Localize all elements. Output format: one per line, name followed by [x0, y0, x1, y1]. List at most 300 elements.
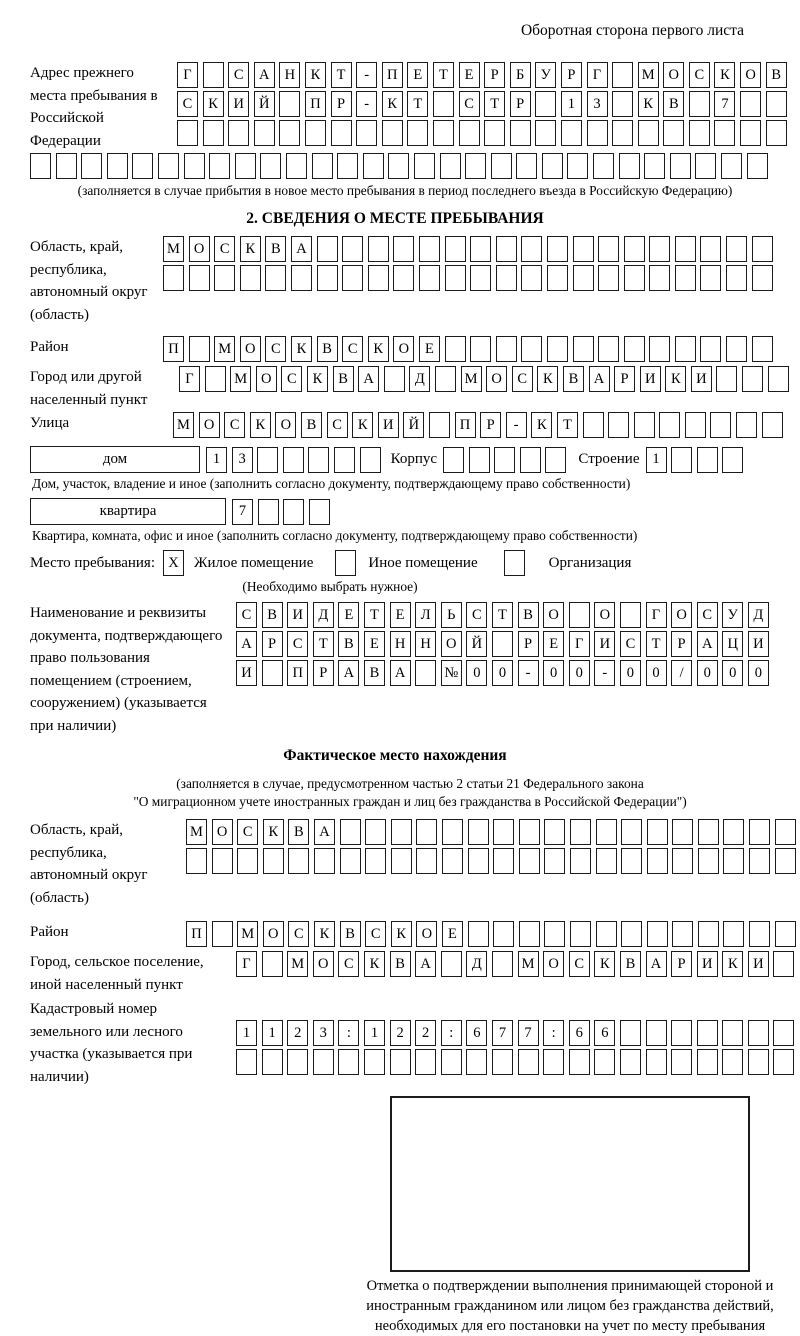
- char-box[interactable]: [624, 336, 645, 362]
- char-box[interactable]: А: [415, 951, 436, 977]
- char-box[interactable]: [573, 336, 594, 362]
- char-box[interactable]: Р: [671, 951, 692, 977]
- char-box[interactable]: [492, 951, 513, 977]
- char-box[interactable]: :: [441, 1020, 462, 1046]
- house-type-box[interactable]: [30, 446, 200, 473]
- char-box[interactable]: Г: [587, 62, 608, 88]
- char-box[interactable]: [257, 447, 278, 473]
- char-box[interactable]: И: [697, 951, 718, 977]
- char-box[interactable]: [407, 120, 428, 146]
- char-box[interactable]: [189, 265, 210, 291]
- char-box[interactable]: М: [173, 412, 194, 438]
- char-box[interactable]: [228, 120, 249, 146]
- char-box[interactable]: [81, 153, 102, 179]
- char-box[interactable]: С: [620, 631, 641, 657]
- char-box[interactable]: [742, 366, 763, 392]
- char-box[interactable]: [435, 366, 456, 392]
- char-box[interactable]: П: [455, 412, 476, 438]
- char-box[interactable]: [258, 499, 279, 525]
- char-box[interactable]: К: [665, 366, 686, 392]
- char-box[interactable]: [254, 120, 275, 146]
- char-box[interactable]: [593, 153, 614, 179]
- char-box[interactable]: [775, 921, 796, 947]
- char-box[interactable]: Г: [179, 366, 200, 392]
- char-box[interactable]: П: [186, 921, 207, 947]
- char-box[interactable]: [649, 265, 670, 291]
- char-box[interactable]: А: [646, 951, 667, 977]
- char-box[interactable]: Н: [415, 631, 436, 657]
- char-box[interactable]: [766, 120, 787, 146]
- char-box[interactable]: [470, 336, 491, 362]
- char-box[interactable]: С: [342, 336, 363, 362]
- char-box[interactable]: [723, 819, 744, 845]
- char-box[interactable]: [697, 447, 718, 473]
- char-box[interactable]: С: [689, 62, 710, 88]
- char-box[interactable]: Б: [510, 62, 531, 88]
- char-box[interactable]: У: [722, 602, 743, 628]
- char-box[interactable]: Г: [177, 62, 198, 88]
- char-box[interactable]: И: [228, 91, 249, 117]
- char-box[interactable]: М: [214, 336, 235, 362]
- char-box[interactable]: -: [356, 91, 377, 117]
- char-box[interactable]: В: [340, 921, 361, 947]
- char-box[interactable]: [468, 819, 489, 845]
- char-box[interactable]: 1: [262, 1020, 283, 1046]
- char-box[interactable]: 0: [646, 660, 667, 686]
- char-box[interactable]: Е: [442, 921, 463, 947]
- char-box[interactable]: [445, 265, 466, 291]
- char-box[interactable]: [459, 120, 480, 146]
- char-box[interactable]: В: [620, 951, 641, 977]
- char-box[interactable]: О: [416, 921, 437, 947]
- char-box[interactable]: [388, 153, 409, 179]
- char-box[interactable]: В: [288, 819, 309, 845]
- char-box[interactable]: [726, 236, 747, 262]
- char-box[interactable]: [598, 236, 619, 262]
- char-box[interactable]: -: [506, 412, 527, 438]
- char-box[interactable]: Н: [390, 631, 411, 657]
- char-box[interactable]: В: [390, 951, 411, 977]
- char-box[interactable]: С: [466, 602, 487, 628]
- char-box[interactable]: [716, 366, 737, 392]
- char-box[interactable]: [583, 412, 604, 438]
- char-box[interactable]: [545, 447, 566, 473]
- char-box[interactable]: [714, 120, 735, 146]
- char-box[interactable]: П: [287, 660, 308, 686]
- char-box[interactable]: 3: [313, 1020, 334, 1046]
- char-box[interactable]: [308, 447, 329, 473]
- char-box[interactable]: 0: [697, 660, 718, 686]
- char-box[interactable]: [429, 412, 450, 438]
- char-box[interactable]: [519, 819, 540, 845]
- char-box[interactable]: [493, 819, 514, 845]
- char-box[interactable]: 0: [620, 660, 641, 686]
- char-box[interactable]: С: [338, 951, 359, 977]
- char-box[interactable]: [697, 1049, 718, 1075]
- char-box[interactable]: [620, 1020, 641, 1046]
- char-box[interactable]: С: [569, 951, 590, 977]
- char-box[interactable]: 2: [390, 1020, 411, 1046]
- char-box[interactable]: [672, 848, 693, 874]
- char-box[interactable]: Е: [364, 631, 385, 657]
- char-box[interactable]: [775, 848, 796, 874]
- char-box[interactable]: [496, 236, 517, 262]
- char-box[interactable]: [748, 1020, 769, 1046]
- char-box[interactable]: С: [365, 921, 386, 947]
- char-box[interactable]: [736, 412, 757, 438]
- char-box[interactable]: [542, 153, 563, 179]
- char-box[interactable]: [649, 236, 670, 262]
- char-box[interactable]: Т: [313, 631, 334, 657]
- char-box[interactable]: Р: [561, 62, 582, 88]
- char-box[interactable]: [596, 848, 617, 874]
- char-box[interactable]: [671, 1049, 692, 1075]
- char-box[interactable]: [393, 236, 414, 262]
- char-box[interactable]: [612, 62, 633, 88]
- char-box[interactable]: [573, 236, 594, 262]
- char-box[interactable]: 6: [466, 1020, 487, 1046]
- char-box[interactable]: С: [237, 819, 258, 845]
- char-box[interactable]: [752, 236, 773, 262]
- char-box[interactable]: [314, 848, 335, 874]
- char-box[interactable]: [710, 412, 731, 438]
- char-box[interactable]: [163, 265, 184, 291]
- char-box[interactable]: [634, 412, 655, 438]
- char-box[interactable]: О: [275, 412, 296, 438]
- char-box[interactable]: Е: [338, 602, 359, 628]
- char-box[interactable]: [203, 62, 224, 88]
- char-box[interactable]: [596, 921, 617, 947]
- char-box[interactable]: К: [531, 412, 552, 438]
- char-box[interactable]: [235, 153, 256, 179]
- char-box[interactable]: Д: [313, 602, 334, 628]
- char-box[interactable]: [675, 265, 696, 291]
- char-box[interactable]: 1: [236, 1020, 257, 1046]
- char-box[interactable]: [262, 951, 283, 977]
- char-box[interactable]: С: [287, 631, 308, 657]
- char-box[interactable]: [331, 120, 352, 146]
- char-box[interactable]: [468, 921, 489, 947]
- char-box[interactable]: А: [236, 631, 257, 657]
- char-box[interactable]: [364, 1049, 385, 1075]
- char-box[interactable]: Д: [466, 951, 487, 977]
- char-box[interactable]: [647, 848, 668, 874]
- char-box[interactable]: [236, 1049, 257, 1075]
- char-box[interactable]: 1: [364, 1020, 385, 1046]
- char-box[interactable]: [521, 236, 542, 262]
- char-box[interactable]: [535, 120, 556, 146]
- char-box[interactable]: /: [671, 660, 692, 686]
- char-box[interactable]: [520, 447, 541, 473]
- char-box[interactable]: 6: [594, 1020, 615, 1046]
- char-box[interactable]: К: [382, 91, 403, 117]
- char-box[interactable]: [671, 447, 692, 473]
- char-box[interactable]: [570, 921, 591, 947]
- char-box[interactable]: О: [313, 951, 334, 977]
- char-box[interactable]: Т: [484, 91, 505, 117]
- char-box[interactable]: [596, 819, 617, 845]
- char-box[interactable]: [612, 91, 633, 117]
- char-box[interactable]: [659, 412, 680, 438]
- char-box[interactable]: [547, 265, 568, 291]
- char-box[interactable]: Р: [331, 91, 352, 117]
- char-box[interactable]: [263, 848, 284, 874]
- char-box[interactable]: [184, 153, 205, 179]
- char-box[interactable]: [470, 236, 491, 262]
- char-box[interactable]: [544, 819, 565, 845]
- char-box[interactable]: [390, 1049, 411, 1075]
- char-box[interactable]: [740, 91, 761, 117]
- char-box[interactable]: [749, 819, 770, 845]
- char-box[interactable]: [338, 1049, 359, 1075]
- char-box[interactable]: [107, 153, 128, 179]
- char-box[interactable]: [726, 265, 747, 291]
- char-box[interactable]: [363, 153, 384, 179]
- char-box[interactable]: [567, 153, 588, 179]
- char-box[interactable]: Н: [279, 62, 300, 88]
- char-box[interactable]: [494, 447, 515, 473]
- char-box[interactable]: [723, 921, 744, 947]
- char-box[interactable]: В: [518, 602, 539, 628]
- char-box[interactable]: [608, 412, 629, 438]
- char-box[interactable]: О: [543, 951, 564, 977]
- char-box[interactable]: К: [722, 951, 743, 977]
- char-box[interactable]: [496, 265, 517, 291]
- char-box[interactable]: [209, 153, 230, 179]
- char-box[interactable]: [433, 91, 454, 117]
- char-box[interactable]: [368, 265, 389, 291]
- char-box[interactable]: [620, 1049, 641, 1075]
- char-box[interactable]: [440, 153, 461, 179]
- char-box[interactable]: Т: [646, 631, 667, 657]
- char-box[interactable]: [356, 120, 377, 146]
- char-box[interactable]: В: [663, 91, 684, 117]
- char-box[interactable]: М: [163, 236, 184, 262]
- char-box[interactable]: М: [518, 951, 539, 977]
- char-box[interactable]: 0: [569, 660, 590, 686]
- char-box[interactable]: [365, 819, 386, 845]
- char-box[interactable]: [748, 1049, 769, 1075]
- char-box[interactable]: [317, 236, 338, 262]
- char-box[interactable]: [621, 848, 642, 874]
- char-box[interactable]: 0: [466, 660, 487, 686]
- char-box[interactable]: [762, 412, 783, 438]
- char-box[interactable]: [279, 91, 300, 117]
- char-box[interactable]: У: [535, 62, 556, 88]
- char-box[interactable]: К: [714, 62, 735, 88]
- char-box[interactable]: [621, 921, 642, 947]
- char-box[interactable]: 7: [714, 91, 735, 117]
- char-box[interactable]: Й: [254, 91, 275, 117]
- char-box[interactable]: [672, 921, 693, 947]
- char-box[interactable]: В: [262, 602, 283, 628]
- other-premises-checkbox[interactable]: [335, 550, 356, 576]
- char-box[interactable]: [752, 336, 773, 362]
- char-box[interactable]: [624, 236, 645, 262]
- char-box[interactable]: [752, 265, 773, 291]
- char-box[interactable]: [647, 921, 668, 947]
- char-box[interactable]: [492, 1049, 513, 1075]
- char-box[interactable]: [722, 447, 743, 473]
- char-box[interactable]: О: [212, 819, 233, 845]
- char-box[interactable]: [543, 1049, 564, 1075]
- char-box[interactable]: [312, 153, 333, 179]
- char-box[interactable]: А: [697, 631, 718, 657]
- char-box[interactable]: [189, 336, 210, 362]
- char-box[interactable]: [365, 848, 386, 874]
- char-box[interactable]: [624, 265, 645, 291]
- char-box[interactable]: К: [250, 412, 271, 438]
- char-box[interactable]: [773, 951, 794, 977]
- char-box[interactable]: [766, 91, 787, 117]
- char-box[interactable]: [265, 265, 286, 291]
- char-box[interactable]: Г: [236, 951, 257, 977]
- char-box[interactable]: [419, 236, 440, 262]
- char-box[interactable]: [773, 1049, 794, 1075]
- char-box[interactable]: [309, 499, 330, 525]
- char-box[interactable]: [262, 1049, 283, 1075]
- char-box[interactable]: [279, 120, 300, 146]
- char-box[interactable]: С: [177, 91, 198, 117]
- char-box[interactable]: В: [364, 660, 385, 686]
- char-box[interactable]: [382, 120, 403, 146]
- char-box[interactable]: Е: [407, 62, 428, 88]
- char-box[interactable]: :: [338, 1020, 359, 1046]
- char-box[interactable]: [334, 447, 355, 473]
- char-box[interactable]: [416, 848, 437, 874]
- char-box[interactable]: О: [189, 236, 210, 262]
- char-box[interactable]: [619, 153, 640, 179]
- char-box[interactable]: Т: [331, 62, 352, 88]
- apartment-type-box[interactable]: [30, 498, 226, 525]
- char-box[interactable]: Р: [614, 366, 635, 392]
- char-box[interactable]: 2: [415, 1020, 436, 1046]
- char-box[interactable]: А: [390, 660, 411, 686]
- char-box[interactable]: [414, 153, 435, 179]
- char-box[interactable]: Т: [492, 602, 513, 628]
- char-box[interactable]: А: [589, 366, 610, 392]
- char-box[interactable]: 1: [646, 447, 667, 473]
- char-box[interactable]: [620, 602, 641, 628]
- char-box[interactable]: [672, 819, 693, 845]
- char-box[interactable]: Д: [409, 366, 430, 392]
- char-box[interactable]: Т: [433, 62, 454, 88]
- char-box[interactable]: М: [230, 366, 251, 392]
- char-box[interactable]: [521, 265, 542, 291]
- char-box[interactable]: К: [638, 91, 659, 117]
- char-box[interactable]: [598, 336, 619, 362]
- char-box[interactable]: К: [368, 336, 389, 362]
- char-box[interactable]: [519, 848, 540, 874]
- char-box[interactable]: О: [740, 62, 761, 88]
- char-box[interactable]: 1: [561, 91, 582, 117]
- char-box[interactable]: [544, 848, 565, 874]
- char-box[interactable]: [768, 366, 789, 392]
- char-box[interactable]: [649, 336, 670, 362]
- char-box[interactable]: [360, 447, 381, 473]
- char-box[interactable]: [384, 366, 405, 392]
- char-box[interactable]: [516, 153, 537, 179]
- char-box[interactable]: [747, 153, 768, 179]
- char-box[interactable]: В: [338, 631, 359, 657]
- char-box[interactable]: [393, 265, 414, 291]
- char-box[interactable]: [700, 236, 721, 262]
- char-box[interactable]: Д: [748, 602, 769, 628]
- char-box[interactable]: [519, 921, 540, 947]
- char-box[interactable]: Р: [510, 91, 531, 117]
- char-box[interactable]: [647, 819, 668, 845]
- char-box[interactable]: [177, 120, 198, 146]
- char-box[interactable]: [698, 819, 719, 845]
- char-box[interactable]: [689, 120, 710, 146]
- char-box[interactable]: Р: [518, 631, 539, 657]
- char-box[interactable]: [445, 236, 466, 262]
- char-box[interactable]: О: [263, 921, 284, 947]
- char-box[interactable]: О: [671, 602, 692, 628]
- char-box[interactable]: [286, 153, 307, 179]
- char-box[interactable]: К: [594, 951, 615, 977]
- char-box[interactable]: [291, 265, 312, 291]
- char-box[interactable]: [443, 447, 464, 473]
- char-box[interactable]: [700, 265, 721, 291]
- char-box[interactable]: [30, 153, 51, 179]
- char-box[interactable]: Й: [403, 412, 424, 438]
- char-box[interactable]: [621, 819, 642, 845]
- char-box[interactable]: [132, 153, 153, 179]
- char-box[interactable]: [698, 848, 719, 874]
- char-box[interactable]: С: [214, 236, 235, 262]
- char-box[interactable]: [56, 153, 77, 179]
- char-box[interactable]: С: [697, 602, 718, 628]
- char-box[interactable]: 7: [518, 1020, 539, 1046]
- char-box[interactable]: [700, 336, 721, 362]
- char-box[interactable]: О: [486, 366, 507, 392]
- char-box[interactable]: О: [240, 336, 261, 362]
- char-box[interactable]: Е: [543, 631, 564, 657]
- char-box[interactable]: 7: [492, 1020, 513, 1046]
- char-box[interactable]: [470, 265, 491, 291]
- char-box[interactable]: А: [314, 819, 335, 845]
- char-box[interactable]: Е: [459, 62, 480, 88]
- char-box[interactable]: 0: [722, 660, 743, 686]
- char-box[interactable]: И: [236, 660, 257, 686]
- char-box[interactable]: И: [691, 366, 712, 392]
- char-box[interactable]: [773, 1020, 794, 1046]
- char-box[interactable]: [726, 336, 747, 362]
- char-box[interactable]: [697, 1020, 718, 1046]
- char-box[interactable]: [441, 1049, 462, 1075]
- char-box[interactable]: [695, 153, 716, 179]
- char-box[interactable]: [317, 265, 338, 291]
- char-box[interactable]: [547, 336, 568, 362]
- char-box[interactable]: Ь: [441, 602, 462, 628]
- char-box[interactable]: А: [338, 660, 359, 686]
- char-box[interactable]: П: [382, 62, 403, 88]
- char-box[interactable]: [493, 921, 514, 947]
- char-box[interactable]: [445, 336, 466, 362]
- char-box[interactable]: К: [240, 236, 261, 262]
- char-box[interactable]: №: [441, 660, 462, 686]
- char-box[interactable]: [670, 153, 691, 179]
- char-box[interactable]: [646, 1020, 667, 1046]
- char-box[interactable]: [342, 265, 363, 291]
- char-box[interactable]: [186, 848, 207, 874]
- char-box[interactable]: М: [287, 951, 308, 977]
- char-box[interactable]: [535, 91, 556, 117]
- char-box[interactable]: Р: [313, 660, 334, 686]
- char-box[interactable]: Й: [466, 631, 487, 657]
- char-box[interactable]: М: [237, 921, 258, 947]
